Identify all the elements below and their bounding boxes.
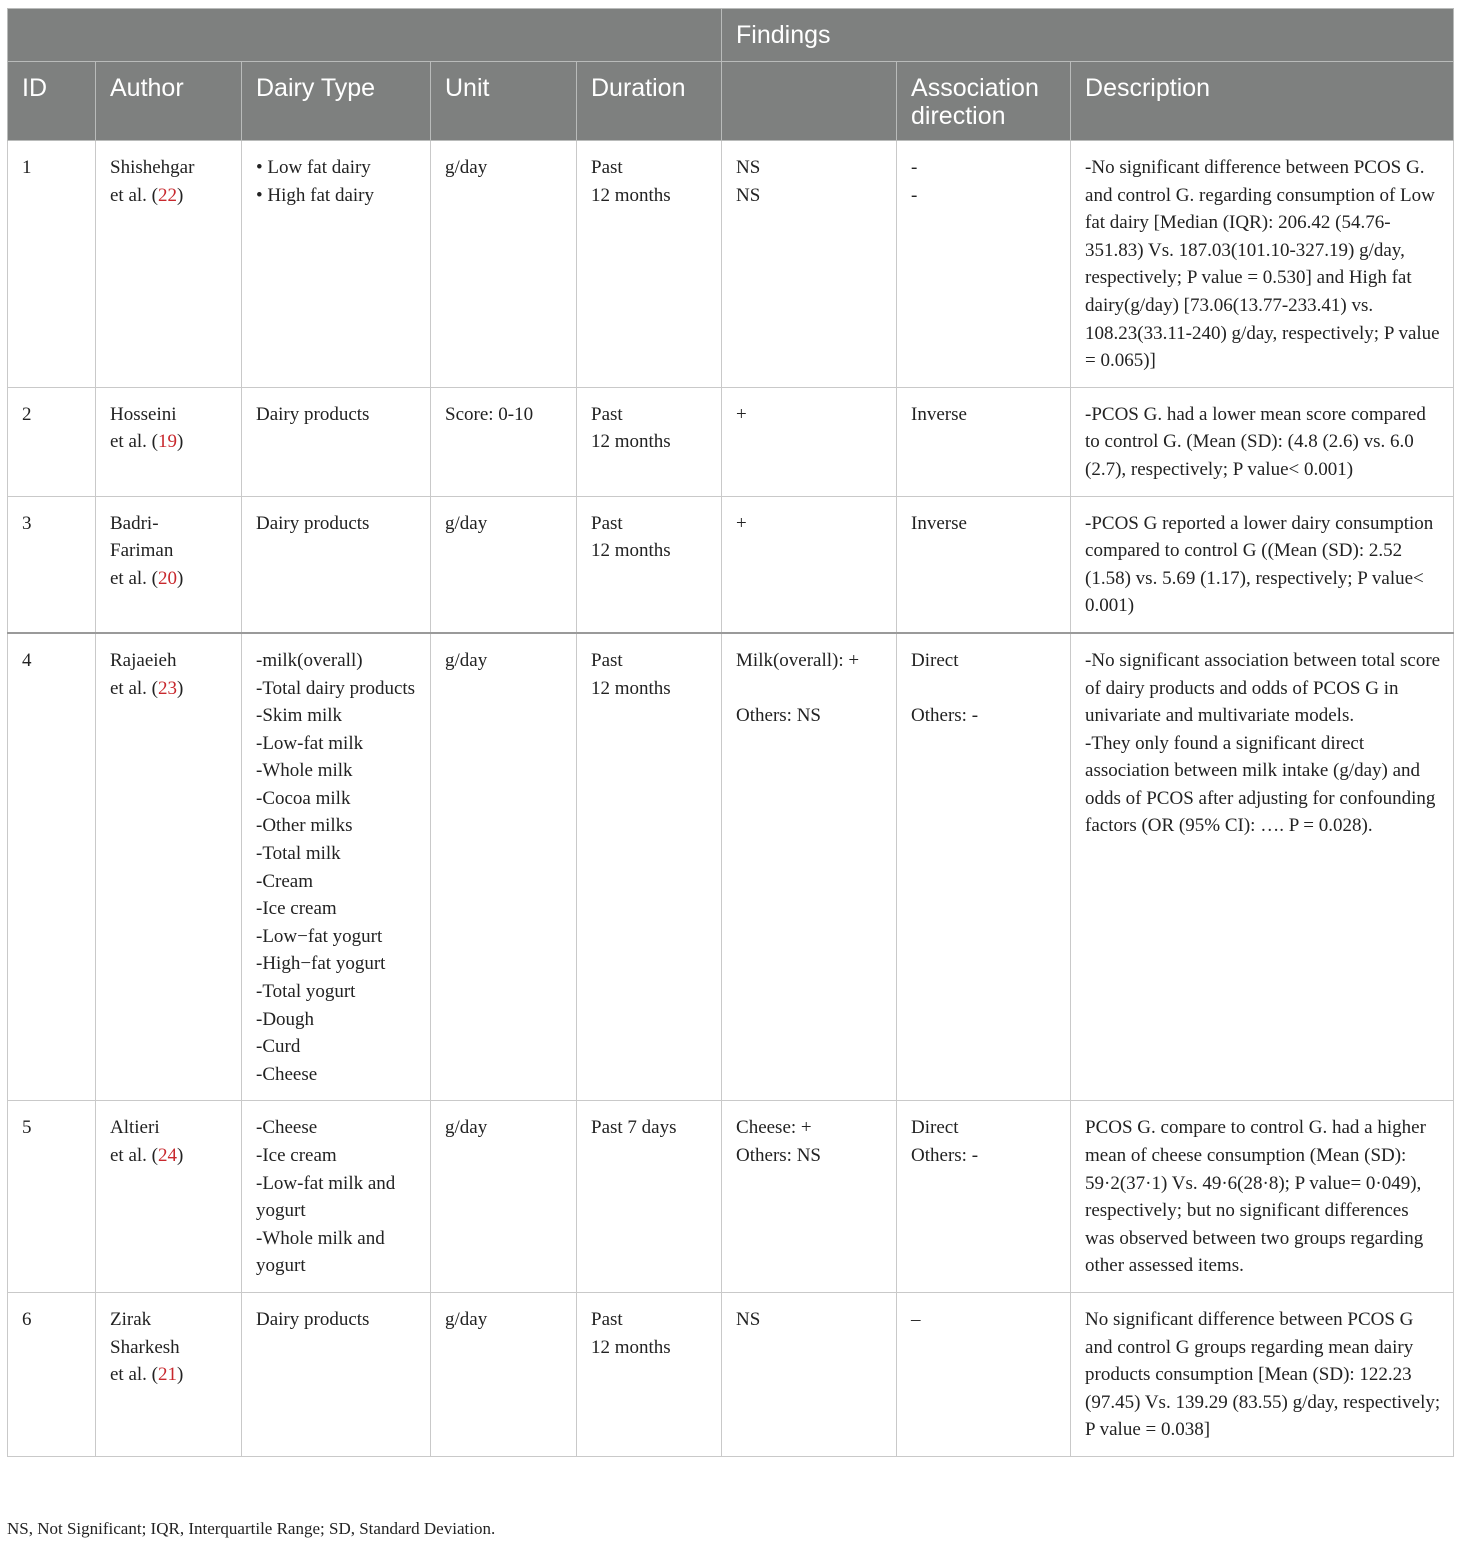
finding-line: + xyxy=(736,512,747,534)
column-header-author: Author xyxy=(96,62,242,141)
dairy-item: -Cheese xyxy=(256,1063,318,1085)
header-row-group xyxy=(8,9,1454,62)
table-row xyxy=(8,1101,1454,1293)
table-body xyxy=(8,141,1454,1457)
cell-duration xyxy=(577,633,722,1101)
header-row-columns xyxy=(8,62,1454,141)
dairy-item: -High−fat yogurt xyxy=(256,953,386,975)
finding-line: NS xyxy=(736,157,761,178)
author-line xyxy=(110,675,227,703)
author-text: et al. ( xyxy=(110,184,159,206)
dairy-item: -Cream xyxy=(256,870,313,892)
cell-association xyxy=(897,496,1071,633)
author-text: et al. ( xyxy=(110,567,159,589)
cell-id: 3 xyxy=(8,496,96,633)
cell-unit: g/day xyxy=(431,141,577,388)
author-close-paren: ) xyxy=(177,431,184,453)
cell-finding xyxy=(722,496,897,633)
cell-description: -PCOS G reported a lower dairy consumption compared to control G ((Mean (SD): 2.52 (1.58) vs. 5.69 (1.17), respectively; P value< 0.001) xyxy=(1071,496,1454,633)
reference-link[interactable]: 21 xyxy=(158,1364,178,1386)
cell-finding xyxy=(722,387,897,496)
association-line: Inverse xyxy=(911,512,967,534)
header-findings: Findings xyxy=(722,9,1454,62)
duration-line: Past xyxy=(591,649,623,671)
dairy-item-text: High fat dairy xyxy=(267,184,374,206)
description-paragraph: -No significant association between total score of dairy products and odds of PCOS G in univariate and multivariate models. xyxy=(1085,649,1441,727)
cell-id: 1 xyxy=(8,141,96,388)
dairy-item: -Low-fat milk and yogurt xyxy=(256,1172,396,1222)
finding-line: Others: NS xyxy=(736,705,821,727)
table-row xyxy=(8,141,1454,388)
cell-id: 5 xyxy=(8,1101,96,1293)
cell-association xyxy=(897,1101,1071,1293)
table-row xyxy=(8,387,1454,496)
reference-link[interactable]: 19 xyxy=(158,431,178,453)
column-header-id: ID xyxy=(8,62,96,141)
cell-duration xyxy=(577,1101,722,1293)
dairy-item: -Total dairy products xyxy=(256,677,416,699)
author-close-paren: ) xyxy=(177,184,184,206)
cell-finding xyxy=(722,633,897,1101)
cell-author xyxy=(96,141,242,388)
finding-line: + xyxy=(736,403,747,425)
author-line: Zirak xyxy=(110,1308,152,1330)
cell-duration xyxy=(577,141,722,388)
cell-id: 4 xyxy=(8,633,96,1101)
cell-description xyxy=(1071,633,1454,1101)
cell-finding xyxy=(722,1292,897,1456)
cell-duration xyxy=(577,1292,722,1456)
association-line: - xyxy=(911,157,918,178)
duration-line: 12 months xyxy=(591,677,671,699)
cell-finding xyxy=(722,141,897,388)
column-header-description: Description xyxy=(1071,62,1454,141)
cell-association xyxy=(897,387,1071,496)
cell-unit: g/day xyxy=(431,1292,577,1456)
finding-line: Milk(overall): + xyxy=(736,649,860,671)
duration-line: 12 months xyxy=(591,1336,671,1358)
table-row xyxy=(8,1292,1454,1456)
dairy-item: Dairy products xyxy=(256,403,370,425)
author-close-paren: ) xyxy=(177,677,184,699)
author-line xyxy=(110,1142,227,1170)
table-footnote: NS, Not Significant; IQR, Interquartile Range; SD, Standard Deviation. xyxy=(7,1519,496,1538)
author-close-paren: ) xyxy=(177,1145,184,1166)
association-line: Others: - xyxy=(911,1145,979,1166)
author-line: Rajaeieh xyxy=(110,649,177,671)
dairy-item: -Dough xyxy=(256,1008,315,1030)
dairy-item: -Total milk xyxy=(256,843,341,865)
dairy-item: -Total yogurt xyxy=(256,981,356,1003)
cell-dairy-type xyxy=(242,633,431,1101)
cell-dairy-type xyxy=(242,496,431,633)
author-line xyxy=(110,182,227,210)
finding-line: Others: NS xyxy=(736,1145,821,1166)
cell-dairy-type xyxy=(242,141,431,388)
author-close-paren: ) xyxy=(177,1364,184,1386)
bullet-icon: • xyxy=(256,184,268,206)
cell-dairy-type xyxy=(242,387,431,496)
finding-line: Cheese: + xyxy=(736,1117,812,1139)
column-header-finding xyxy=(722,62,897,141)
dairy-item: -Skim milk xyxy=(256,705,343,727)
dairy-bullet-item xyxy=(256,154,416,182)
author-line xyxy=(110,1361,227,1389)
cell-author xyxy=(96,1101,242,1293)
dairy-item: -Cocoa milk xyxy=(256,787,351,809)
dairy-bullet-item xyxy=(256,182,416,210)
duration-line: Past 7 days xyxy=(591,1117,677,1139)
cell-finding xyxy=(722,1101,897,1293)
dairy-item: -Low-fat milk xyxy=(256,732,364,754)
duration-line: Past xyxy=(591,1308,623,1330)
duration-line: 12 months xyxy=(591,184,671,206)
dairy-item: -Cheese xyxy=(256,1117,318,1139)
cell-id: 2 xyxy=(8,387,96,496)
cell-description: PCOS G. compare to control G. had a higher mean of cheese consumption (Mean (SD): 59·2(37·1) Vs. 49·6(28·8); P value= 0·049), respectively; but no significant differences was observed between two groups regarding other assessed items. xyxy=(1071,1101,1454,1293)
dairy-item: -Low−fat yogurt xyxy=(256,925,383,947)
cell-unit: Score: 0-10 xyxy=(431,387,577,496)
duration-line: Past xyxy=(591,157,623,178)
author-line xyxy=(110,565,227,593)
cell-duration xyxy=(577,387,722,496)
duration-line: Past xyxy=(591,512,623,534)
finding-line: NS xyxy=(736,1308,761,1330)
association-line: Others: - xyxy=(911,705,979,727)
table-row xyxy=(8,633,1454,1101)
association-line: - xyxy=(911,184,918,206)
cell-description: -No significant difference between PCOS G. and control G. regarding consumption of Low fat dairy [Median (IQR): 206.42 (54.76-351.83) Vs. 187.03(101.10-327.19) g/day, respectively; P value = 0.530] and High fat dairy(g/day) [73.06(13.77-233.41) vs. 108.23(33.11-240) g/day, respectively; P value = 0.065)] xyxy=(1071,141,1454,388)
association-line: – xyxy=(911,1308,921,1330)
reference-link[interactable]: 24 xyxy=(158,1145,178,1166)
cell-unit: g/day xyxy=(431,1101,577,1293)
author-line: Hosseini xyxy=(110,403,177,425)
description-paragraph: -They only found a significant direct association between milk intake (g/day) and odds of PCOS after adjusting for confounding factors (OR (95% CI): …. P = 0.028). xyxy=(1085,732,1436,837)
dairy-item: Dairy products xyxy=(256,512,370,534)
cell-author xyxy=(96,387,242,496)
dairy-item: -Ice cream xyxy=(256,898,337,920)
dairy-item: -Other milks xyxy=(256,815,353,837)
author-text: et al. ( xyxy=(110,677,159,699)
dairy-item: -Whole milk and yogurt xyxy=(256,1227,385,1277)
cell-association xyxy=(897,141,1071,388)
finding-line xyxy=(736,675,882,703)
dairy-item: -milk(overall) xyxy=(256,649,363,671)
author-line: Sharkesh xyxy=(110,1336,180,1358)
dairy-item: -Ice cream xyxy=(256,1145,337,1166)
cell-description: -PCOS G. had a lower mean score compared to control G. (Mean (SD): (4.8 (2.6) vs. 6.0 (2.7), respectively; P value< 0.001) xyxy=(1071,387,1454,496)
author-line: Fariman xyxy=(110,540,174,562)
cell-id: 6 xyxy=(8,1292,96,1456)
cell-unit: g/day xyxy=(431,633,577,1101)
author-line: Badri- xyxy=(110,512,159,534)
column-header-association: Association direction xyxy=(897,62,1071,141)
results-table-container xyxy=(7,8,1453,1457)
column-header-duration: Duration xyxy=(577,62,722,141)
bullet-icon: • xyxy=(256,157,268,178)
cell-dairy-type xyxy=(242,1101,431,1293)
dairy-pcos-table xyxy=(7,8,1454,1457)
reference-link[interactable]: 23 xyxy=(158,677,178,699)
table-header xyxy=(8,9,1454,141)
association-line xyxy=(911,675,1056,703)
association-line: Direct xyxy=(911,1117,959,1139)
duration-line: Past xyxy=(591,403,623,425)
cell-description: No significant difference between PCOS G and control G groups regarding mean dairy products consumption [Mean (SD): 122.23 (97.45) Vs. 139.29 (83.55) g/day, respectively; P value = 0.038] xyxy=(1071,1292,1454,1456)
table-row xyxy=(8,496,1454,633)
dairy-bullet-list xyxy=(256,154,416,209)
association-line: Inverse xyxy=(911,403,967,425)
cell-author xyxy=(96,1292,242,1456)
cell-author xyxy=(96,496,242,633)
cell-unit: g/day xyxy=(431,496,577,633)
author-line: Altieri xyxy=(110,1117,160,1139)
dairy-item: -Curd xyxy=(256,1036,301,1058)
header-spacer xyxy=(8,9,722,62)
cell-duration xyxy=(577,496,722,633)
cell-dairy-type xyxy=(242,1292,431,1456)
column-header-unit: Unit xyxy=(431,62,577,141)
author-close-paren: ) xyxy=(177,567,184,589)
author-line xyxy=(110,428,227,456)
column-header-dairy-type: Dairy Type xyxy=(242,62,431,141)
duration-line: 12 months xyxy=(591,431,671,453)
dairy-item-text: Low fat dairy xyxy=(267,157,371,178)
cell-author xyxy=(96,633,242,1101)
finding-line: NS xyxy=(736,184,761,206)
reference-link[interactable]: 20 xyxy=(158,567,178,589)
reference-link[interactable]: 22 xyxy=(158,184,178,206)
author-text: et al. ( xyxy=(110,431,159,453)
author-text: et al. ( xyxy=(110,1145,159,1166)
association-line: Direct xyxy=(911,649,959,671)
duration-line: 12 months xyxy=(591,540,671,562)
author-line: Shishehgar xyxy=(110,157,195,178)
dairy-item: -Whole milk xyxy=(256,760,353,782)
dairy-item: Dairy products xyxy=(256,1308,370,1330)
cell-association xyxy=(897,1292,1071,1456)
author-text: et al. ( xyxy=(110,1364,159,1386)
cell-association xyxy=(897,633,1071,1101)
